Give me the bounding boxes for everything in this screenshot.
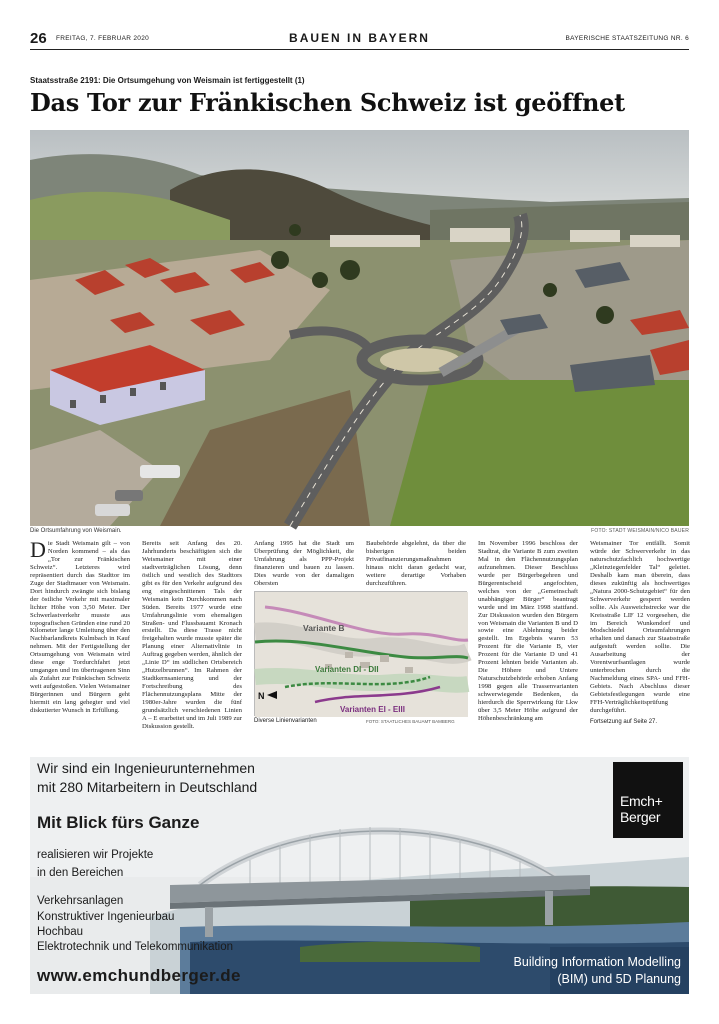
article-column-6	[590, 540, 690, 720]
article-headline: Das Tor zur Fränkischen Schweiz ist geöffnet	[30, 88, 625, 117]
drop-cap: D	[30, 537, 46, 562]
article-column-4	[366, 540, 466, 590]
article-kicker: Staatsstraße 2191: Die Ortsumgehung von Weismain ist fertiggestellt (1)	[30, 76, 305, 85]
map-caption: Diverse Linienvarianten	[254, 718, 317, 724]
ad-area-item: Konstruktiver Ingenieurbau	[37, 911, 175, 923]
company-logo	[613, 762, 683, 838]
photo-caption: Die Ortsumfahrung von Weismain.	[30, 528, 122, 534]
map-label-variant-b: Variante B	[303, 623, 345, 633]
ad-bim-line-1: Building Information Modelling	[513, 955, 681, 969]
article-column-3	[254, 540, 354, 590]
section-title: BAUEN IN BAYERN	[289, 31, 430, 45]
column-text: Baubehörde abgelehnt, da über die bisherigen beiden Privatfinanzierungsmaßnahmen hinaus nicht daran gedacht war, weitere derartige Vorhaben durchzuführen.	[366, 540, 466, 587]
page-number: 26	[30, 30, 47, 47]
map-label-variant-e: Varianten EI - EIII	[340, 705, 405, 714]
aerial-photo	[30, 130, 689, 526]
column-text: ie Stadt Weismain gilt – von Norden kommend – als das „Tor zur Fränkischen Schweiz“. Letzteres wird repräsentiert durch das Stadttor im Zuge der Stadtmauer von Weismain. Dort hindurch zwängte sich bislang der östliche Verkehr mit maximaler lichter Höhe von 3,50 Meter. Der Schwerlastverkehr musste aus topografischen Gründen eine rund 20 Kilometer lange Umleitung über den Nachbarlandkreis Kulmbach in Kauf nehmen. Mit der Fertigstellung der Ortsumgehung von Weismain wird diese enge Tordurchfahrt jetzt umgangen und im übertragenen Sinn als Zufahrt zur Fränkischen Schweiz weit aufgestoßen. Vielen Weismainer Bürgerinnen und Bürgern geht hiermit ein lang gehegter und viel diskutierter Wunsch in Erfüllung.	[30, 540, 130, 715]
article-column-2	[142, 540, 242, 730]
ad-area-item: Elektrotechnik und Telekommunikation	[37, 941, 234, 953]
ad-area-item: Hochbau	[37, 926, 84, 938]
ad-headline: Mit Blick fürs Ganze	[37, 813, 200, 832]
route-variants-map	[254, 591, 467, 716]
column-text: Bereits seit Anfang des 20. Jahrhunderts beschäftigten sich die Weismainer mit einer stadtverträglichen Lösung, denn östlich und westlich des Stadttors gibt es für den Verkehr aufgrund des eng eingeschnittenen Tals der Weismain kein Durchkommen nach Süden. Bereits 1977 wurde eine Umfahrungslinie vom ehemaligen Straßen- und Flussbauamt Kronach erstellt. Da diese Trasse nicht freigehalten wurde musste später die Planung einer Alternativlinie in Auftrag gegeben werden, ähnlich der „Linie D“ im südlichen Ortsbereich „Hutzelbrunnen“. Im Rahmen der Stadtkernsanierung und der Fortschreibung des Flächennutzungsplans Mitte der 1980er-Jahre wurden die fünf grundsätzlich verschiedenen Linien A – E erarbeitet und im Juli 1989 zur Diskussion gestellt.	[142, 540, 242, 730]
ad-website-link[interactable]: www.emchundberger.de	[37, 966, 241, 985]
issue-date: FREITAG, 7. FEBRUAR 2020	[56, 35, 150, 42]
column-text: Im November 1996 beschloss der Stadtrat, die Variante B zum zweiten Mal in den Flächennutzungsplan aufzunehmen. Dieser Beschluss wurde per Bürgerbegehren und Bürgerentscheid angefochten, welches von der „Gemeinschaft unabhängiger Bürger“ beantragt wurde und im März 1998 stattfand. Zur Diskussion wurden den Bürgern von Weismain die Varianten B und D sowie eine Ablehnung beider gestellt. Im Ergebnis waren 53 Prozent für die Variante B, vier Prozent für die Variante D und 41 Prozent lehnten beide Varianten ab. Die Höhere und Untere Naturschutzbehörde erhoben Anfang 1998 gegen alle Trassenvarianten schwerwiegende Bedenken, da hierdurch die Sperrwirkung für Lkw über 3,5 Meter Höhe aufgrund der Höhenbeschränkung am	[478, 540, 578, 722]
ad-sub-line-1: realisieren wir Projekte	[37, 849, 154, 861]
ad-sub-line-2: in den Bereichen	[37, 867, 124, 879]
column-text: Weismainer Tor entfällt. Somit würde der Schwerverkehr in das naturschutzfachlich hochwertige „Kleinziegenfelder Tal“ geleitet. Deshalb kam man überein, dass dieses zukünftig als hochwertiges „Natura 2000-Schutzgebiet“ für den Schwerverkehr gesperrt werden sollte. Als Ausweichstrecke war die Kreisstraße LIF 12 vorgesehen, die im Bereich Wunkendorf und Modschiedel Ortsumfahrungen erhalten und danach zur Staatsstraße aufgestuft werden sollte. Die Ausarbeitung der Vorentwurfsantlagen wurde unterbrochen durch die Nachmeldung eines SPA- und FFH-Gebiets. Nach Abschluss dieser Gebietsfestlegungen wurde eine FFH-Verträglichkeitsprüfung durchgeführt.	[590, 540, 690, 715]
logo-line-1: Emch+	[620, 793, 663, 809]
advertisement[interactable]	[30, 757, 689, 994]
map-label-variant-d: Varianten DI - DII	[315, 665, 379, 674]
ad-intro-line-1: Wir sind ein Ingenieurunternehmen	[37, 760, 255, 776]
ad-area-item: Verkehrsanlagen	[37, 895, 124, 907]
continued-note: Fortsetzung auf Seite 27.	[590, 719, 658, 725]
article-column-1	[30, 537, 130, 720]
logo-line-2: Berger	[620, 809, 661, 825]
ad-bim-line-2: (BIM) und 5D Planung	[557, 972, 681, 986]
article-column-5	[478, 540, 578, 722]
page-header	[30, 30, 689, 50]
paper-name: BAYERISCHE STAATSZEITUNG NR. 6	[565, 35, 689, 42]
photo-credit: FOTO: STADT WEISMAIN/NICO BAUER	[591, 528, 689, 534]
ad-intro-line-2: mit 280 Mitarbeitern in Deutschland	[37, 779, 258, 795]
column-text: Anfang 1995 hat die Stadt um Überprüfung der Möglichkeit, die Umfahrung als PPP-Projekt finanzieren und bauen zu lassen. Dies wurde von der damaligen Obersten	[254, 540, 354, 587]
north-label: N	[258, 691, 265, 701]
map-credit: FOTO: STAATLICHES BAUAMT BAMBERG	[366, 719, 455, 724]
